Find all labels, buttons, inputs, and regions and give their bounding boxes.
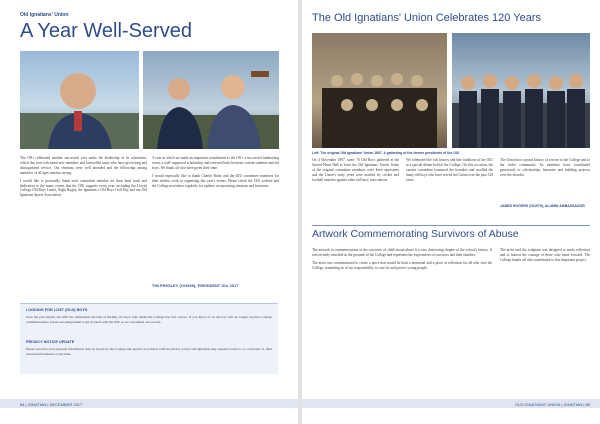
intro-column-2 xyxy=(152,156,279,281)
footer-text: 84 | IGNATIAN | DECEMBER 2017 xyxy=(20,401,83,407)
artwork-column-2: The artist said the sculpture was designed to invite reflection and to honour the courage of those who came forward. The College thanks all who contributed to this important project. xyxy=(500,248,590,262)
section-tag: Old Ignatians' Union xyxy=(20,12,69,18)
history-column-3: The Union has a proud history of service to the College and to the wider community. Its members have contributed generously to scholarships, bursaries and building projects over the decades. xyxy=(500,158,590,177)
artwork-column-1 xyxy=(312,248,492,378)
intro-column-1 xyxy=(20,156,147,292)
paragraph: A year in which we made an important contribution to the OIU: a successful fundraising event, a well-supported scholarship and renewed links between current students and old boys. We thank all who have given their time. xyxy=(152,156,279,170)
paragraph: The artwork in commemoration of the survivors of child sexual abuse is a very distressing chapter of the school's history. It was recently unveiled in the grounds of the College and represents the experiences of survivors and their families. xyxy=(312,248,492,257)
paragraph: The artist was commissioned to create a piece that would be both a memorial and a place of reflection for all who visit the College, reminding us of our responsibility to care for and protect young people. xyxy=(312,260,492,270)
box-heading-lost-boys: LOOKING FOR LOST (OLD) BOYS xyxy=(26,308,88,312)
box-text-lost-boys: Over the past month, the OIU has undertaken the task of finding old boys with whom the College has lost contact. If you know of an old boy who no longer receives College communications, please encourage them to get in touch with the OIU so we can update our records. xyxy=(26,315,272,324)
footer-bar xyxy=(0,399,298,408)
footer-bar xyxy=(302,399,600,408)
history-column-2: We celebrated the rich history and fine traditions of the OIU at a special dinner held at the College. On this occasion, the current committee honoured the founders and recalled the many old boys who have served the Union over the past 120 years. xyxy=(406,158,493,182)
signoff xyxy=(500,204,585,209)
byline: TIM PRESLEY (OI1999), PRESIDENT OIU 2017 xyxy=(152,284,239,288)
paragraph: I would especially like to thank Charlie Bolas and the OIU committee members for their tireless work in organising this year's events. Please check the OIU website and the College newsletter regularly for updates on upcoming reunions and functions. xyxy=(152,173,279,188)
page-title: The Old Ignatians' Union Celebrates 120 Years xyxy=(312,12,541,24)
paragraph: The OIU celebrated another successful year under the leadership of its committee, which this year welcomed new members and farewelled some who have given long and distinguished service. Our reunions were well attended and the fellowship among members of all ages remains strong. xyxy=(20,156,147,175)
left-page xyxy=(0,0,298,424)
history-column-1: On 4 November 1897, some 70 Old Boys gathered at the Sacred Heart Hall to form the Old Ignatians' Union. Some of the original committee members were keen sportsmen and the Union's early years were marked by cricket and football matches against other old boys' associations. xyxy=(312,158,399,182)
page-title: A Year Well-Served xyxy=(20,20,192,42)
photo-portrait xyxy=(20,51,139,149)
section-heading: Artwork Commemorating Survivors of Abuse xyxy=(312,228,519,240)
section-divider xyxy=(312,225,590,226)
footer-text: OLD IGNATIANS' UNION | IGNATIAN | 85 xyxy=(515,401,590,407)
notices-box xyxy=(20,303,278,374)
signoff-text: JAMES ROGERS (OI1975), ALUMNI AMBASSADOR xyxy=(500,204,585,208)
photo-presidents xyxy=(452,33,590,148)
photo-caption: Left: The original Old Ignatians' Union 1897. A gathering of the former presidents of the OIU xyxy=(312,151,460,155)
box-heading-privacy: PRIVACY NOTICE UPDATE xyxy=(26,340,75,344)
photo-group xyxy=(143,51,279,149)
right-page xyxy=(302,0,600,424)
photo-1897 xyxy=(312,33,447,148)
box-text-privacy: Please note that your personal information may be stored by the College and used in accordance with its privacy policy. Old Ignatians may request access to, or correction of, their personal information at any time. xyxy=(26,347,272,356)
paragraph: I would like to personally thank each committee member for their hard work and dedication to the many events that the OIU supports every year, including the Lloyds College Old Boys Lunch, Night Rugby, the Ignatians v Old Boys Golf Day and our Old Ignatians Sports Association. xyxy=(20,178,147,198)
